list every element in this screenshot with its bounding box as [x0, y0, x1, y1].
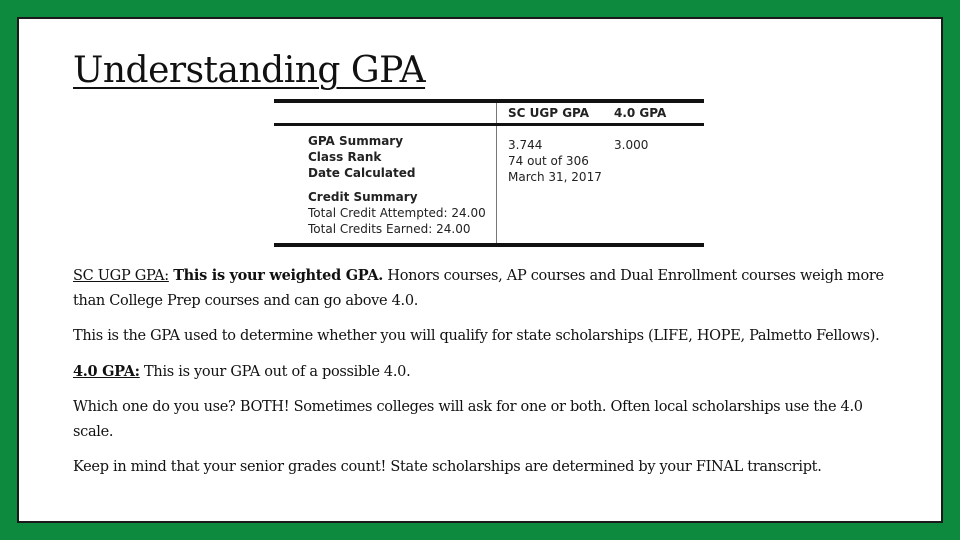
sc-ugp-gpa-term: SC UGP GPA:: [73, 268, 169, 284]
sc-ugp-gpa-value: 3.744: [508, 138, 543, 152]
page-title: Understanding GPA: [73, 50, 426, 91]
date-calculated-value: March 31, 2017: [508, 170, 602, 184]
credit-summary-heading: Credit Summary: [308, 190, 418, 204]
paragraph-4-0: [73, 359, 903, 385]
four-point-gpa-term: 4.0 GPA:: [73, 363, 140, 380]
four-point-gpa-detail: This is your GPA out of a possible 4.0.: [144, 364, 411, 380]
header-rule: [274, 123, 704, 126]
weighted-gpa-statement: This is your weighted GPA.: [173, 267, 384, 284]
header-sc-ugp-gpa: SC UGP GPA: [508, 106, 590, 120]
paragraph-state-scholarships: This is the GPA used to determine whether you will qualify for state scholarships (LIFE, HOPE, Palmetto Fellows).: [73, 328, 880, 344]
weighted-gpa-detail: Honors courses, AP courses and Dual Enrollment courses weigh more than College Prep courses and can go above 4.0.: [73, 268, 884, 309]
header-4-0-gpa: 4.0 GPA: [614, 106, 667, 120]
paragraph-which-one: Which one do you use? BOTH! Sometimes colleges will ask for one or both. Often local scholarships use the 4.0 scale.: [73, 399, 863, 440]
class-rank-value: 74 out of 306: [508, 154, 589, 168]
explanation-text: [73, 263, 903, 490]
date-calculated-label: Date Calculated: [308, 166, 416, 180]
total-credits-earned: Total Credits Earned: 24.00: [308, 222, 471, 236]
paragraph-senior-grades: Keep in mind that your senior grades count! State scholarships are determined by your FINAL transcript.: [73, 459, 822, 475]
total-credit-attempted: Total Credit Attempted: 24.00: [308, 206, 486, 220]
four-point-gpa-value: 3.000: [614, 138, 649, 152]
slide: [17, 17, 943, 523]
paragraph-sc-ugp: [73, 263, 903, 314]
gpa-summary-table: [274, 99, 704, 247]
gpa-summary-heading: GPA Summary: [308, 134, 404, 148]
class-rank-label: Class Rank: [308, 150, 382, 164]
